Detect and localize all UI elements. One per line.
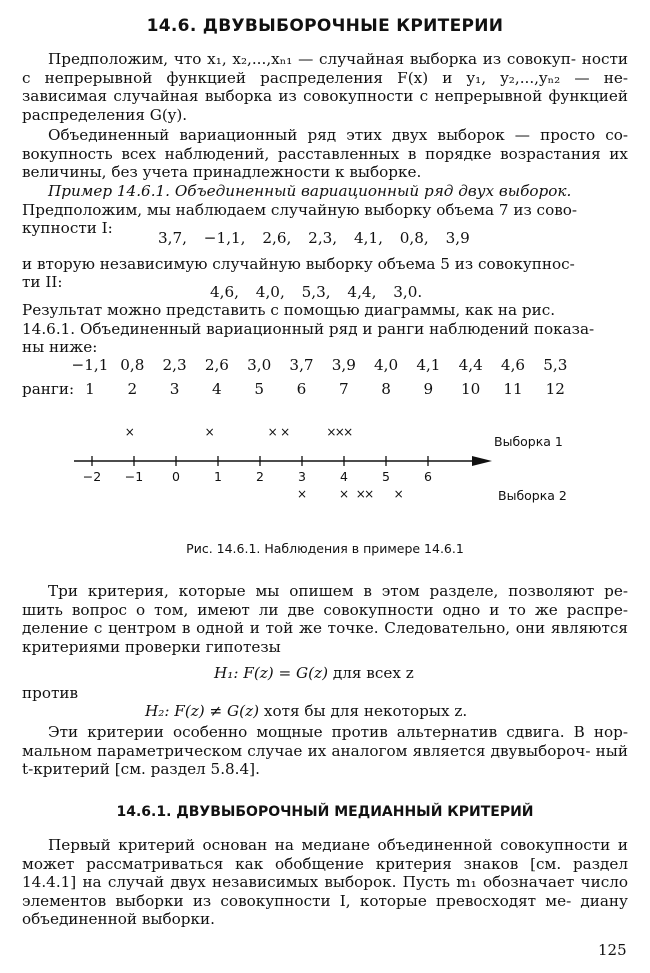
rank-value: 1 bbox=[85, 380, 95, 398]
h2-label: H₂: bbox=[145, 702, 170, 720]
example-text-line-2: купности I: bbox=[22, 219, 113, 237]
axis-tick-label: −2 bbox=[82, 469, 102, 484]
combined-value: 3,9 bbox=[331, 356, 356, 374]
rank-value: 3 bbox=[169, 380, 180, 398]
intro-paragraph bbox=[22, 50, 628, 124]
median-line-1: Первый критерий основан на медиане объединенной совокупности bbox=[48, 836, 611, 854]
sample-1-mark: × bbox=[204, 425, 215, 439]
combined-value: 2,6 bbox=[204, 356, 229, 374]
combined-value: 4,4 bbox=[458, 356, 483, 374]
combined-line-2: вокупность всех наблюдений, расставленных в порядке возрастания их bbox=[22, 144, 628, 163]
h1-formula: F(z) = G(z) bbox=[243, 664, 329, 682]
criteria-line-4: являются критериями проверки гипотезы bbox=[22, 619, 628, 656]
sample-1-mark: × bbox=[124, 425, 135, 439]
combined-value: −1,1 bbox=[71, 356, 109, 374]
combined-value: 4,1 bbox=[416, 356, 441, 374]
result-paragraph bbox=[22, 301, 628, 357]
combined-value: 3,0 bbox=[247, 356, 272, 374]
axis-tick-label: 6 bbox=[424, 469, 432, 484]
ranks-label: ранги: bbox=[22, 380, 75, 398]
h2-formula: F(z) ≠ G(z) bbox=[174, 702, 260, 720]
axis-arrowhead bbox=[472, 456, 492, 466]
sample-2-mark: × bbox=[393, 487, 404, 501]
number-line-diagram bbox=[0, 418, 650, 510]
rank-value: 9 bbox=[423, 380, 434, 398]
combined-value: 3,7 bbox=[289, 356, 314, 374]
alternatives-paragraph bbox=[22, 723, 628, 779]
sample-1-values: 3,7, −1,1, 2,6, 2,3, 4,1, 0,8, 3,9 bbox=[158, 229, 470, 247]
rank-value: 5 bbox=[254, 380, 265, 398]
axis-tick-label: 3 bbox=[298, 469, 306, 484]
legend-sample-2: Выборка 2 bbox=[498, 488, 567, 503]
intro-line-4: функцией распределения G(y). bbox=[22, 87, 628, 124]
alternatives-line-1: Эти критерии особенно мощные против альтернатив сдвига. В нор- bbox=[48, 723, 628, 741]
alternatives-line-2: мальном параметрическом случае их аналогом является двувыбороч- bbox=[22, 741, 591, 760]
combined-value: 2,3 bbox=[162, 356, 187, 374]
versus-word: против bbox=[22, 684, 79, 702]
hypothesis-h1 bbox=[214, 664, 414, 682]
example-title-text: Пример 14.6.1. Объединенный вариационный ряд двух выборок. bbox=[48, 182, 572, 200]
axis-tick-label: 2 bbox=[256, 469, 264, 484]
sample-1-mark: × bbox=[267, 425, 278, 439]
combined-line-1: Объединенный вариационный ряд этих двух выборок — просто со- bbox=[48, 126, 628, 144]
sample-2-values: 4,6, 4,0, 5,3, 4,4, 3,0. bbox=[210, 283, 423, 301]
sample-1-mark: × bbox=[343, 425, 354, 439]
rank-value: 10 bbox=[461, 380, 481, 398]
combined-line-3: величины, без учета принадлежности к выборке. bbox=[22, 163, 422, 182]
h1-tail: для всех z bbox=[332, 664, 414, 682]
h1-label: H₁: bbox=[214, 664, 239, 682]
page-number: 125 bbox=[598, 941, 627, 959]
sample-2-mark: × bbox=[364, 487, 375, 501]
criteria-line-2: шить вопрос о том, имеют ли две совокупности одно и то же распре- bbox=[22, 600, 628, 619]
sample-1-mark: × bbox=[326, 425, 337, 439]
rank-value: 7 bbox=[338, 380, 349, 398]
sample-2-mark: × bbox=[338, 487, 350, 501]
combined-value: 5,3 bbox=[543, 356, 568, 374]
median-paragraph bbox=[22, 836, 628, 929]
combined-value: 4,6 bbox=[500, 356, 526, 374]
hypothesis-h2 bbox=[145, 702, 467, 720]
legend-sample-1: Выборка 1 bbox=[494, 434, 563, 449]
median-line-2: и может рассматриваться как обобщение критерия знаков [см. раздел bbox=[22, 836, 628, 873]
sample-2-mark: × bbox=[296, 487, 308, 501]
section-title: 14.6. ДВУВЫБОРОЧНЫЕ КРИТЕРИИ bbox=[146, 16, 504, 36]
combined-value: 4,0 bbox=[374, 356, 399, 374]
example-text-line-3: и вторую независимую случайную выборку объема 5 из совокупнос- bbox=[22, 255, 575, 273]
axis-tick-label: −1 bbox=[124, 469, 144, 484]
rank-value: 11 bbox=[503, 380, 523, 398]
rank-value: 2 bbox=[127, 380, 138, 398]
axis-tick-label: 1 bbox=[214, 469, 222, 484]
result-line-2: 14.6.1. Объединенный вариационный ряд и ранги наблюдений показа- bbox=[22, 319, 595, 338]
h2-tail: хотя бы для некоторых z. bbox=[263, 702, 468, 720]
median-line-5: диану объединенной выборки. bbox=[22, 891, 628, 929]
observation-marks bbox=[125, 425, 404, 501]
alternatives-line-3: ный t-критерий [см. раздел 5.8.4]. bbox=[22, 741, 628, 779]
result-line-3: ны ниже: bbox=[22, 338, 98, 357]
combined-value: 0,8 bbox=[120, 356, 145, 374]
example-text-line-4: ти II: bbox=[22, 273, 63, 291]
median-line-3: 14.4.1] на случай двух независимых выборок. Пусть m₁ обозначает bbox=[22, 873, 575, 892]
intro-line-3: зависимая случайная выборка из совокупности с непрерывной bbox=[22, 87, 543, 106]
intro-line-1: Предположим, что x₁, x₂,...,xₙ₁ — случайная выборка из совокуп- bbox=[48, 50, 576, 68]
rank-value: 8 bbox=[381, 380, 391, 398]
example-title bbox=[22, 182, 628, 201]
combined-series-paragraph bbox=[22, 126, 628, 182]
sample-1-mark: × bbox=[334, 425, 345, 439]
axis-tick-label: 5 bbox=[382, 469, 390, 484]
result-line-1: Результат можно представить с помощью диаграммы, как на рис. bbox=[22, 301, 556, 319]
criteria-line-3: деление с центром в одной и той же точке. Следовательно, они bbox=[22, 619, 546, 638]
figure-caption: Рис. 14.6.1. Наблюдения в примере 14.6.1 bbox=[186, 541, 464, 556]
example-text-line-1: Предположим, мы наблюдаем случайную выборку объема 7 из сово- bbox=[22, 201, 578, 219]
intro-line-2: ности с непрерывной функцией распределения F(x) и y₁, y₂,...,yₙ₂ — не- bbox=[22, 50, 629, 87]
median-line-4: число элементов выборки из совокупности I, которые превосходят ме- bbox=[22, 873, 629, 910]
rank-value: 4 bbox=[212, 380, 222, 398]
rank-value: 6 bbox=[296, 380, 307, 398]
rank-value: 12 bbox=[545, 380, 565, 398]
sample-2-mark: × bbox=[355, 487, 366, 501]
criteria-line-1: Три критерия, которые мы опишем в этом разделе, позволяют ре- bbox=[48, 582, 628, 600]
sample-1-mark: × bbox=[280, 425, 291, 439]
axis-tick-label: 0 bbox=[172, 469, 180, 484]
axis-tick-label: 4 bbox=[340, 469, 348, 484]
criteria-paragraph bbox=[22, 582, 628, 656]
subsection-title: 14.6.1. ДВУВЫБОРОЧНЫЙ МЕДИАННЫЙ КРИТЕРИЙ bbox=[116, 804, 534, 820]
